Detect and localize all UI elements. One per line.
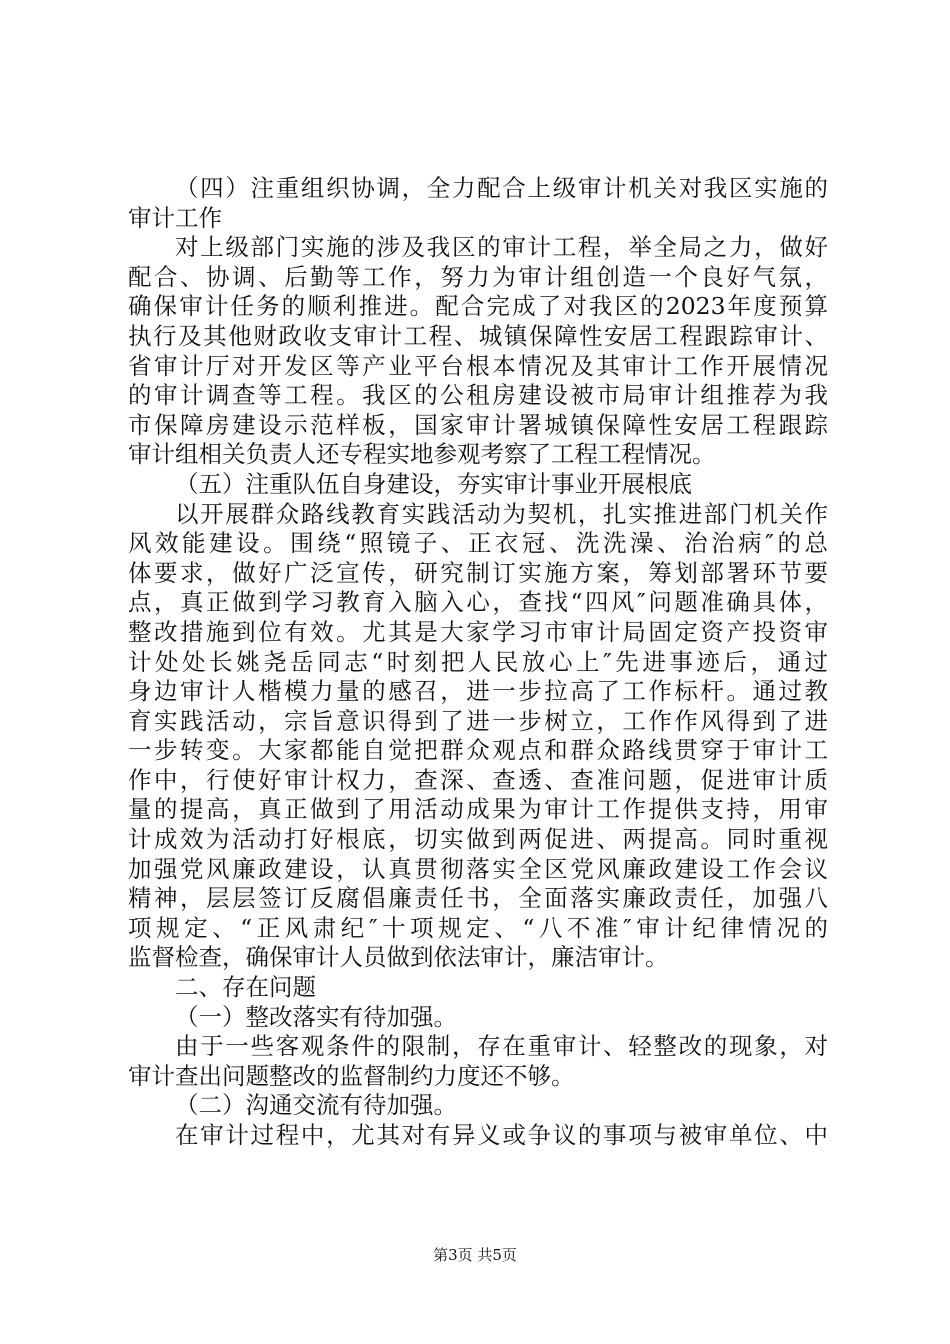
paragraph-line: 执行及其他财政收支审计工程、城镇保障性安居工程跟踪审计、 [128,321,828,350]
paragraph-line: 项规定、“正风肃纪″十项规定、“八不准″审计纪律情况的 [128,913,828,942]
paragraph-line: 加强党风廉政建设，认真贯彻落实全区党风廉政建设工作会议 [128,854,828,883]
paragraph-line: 的审计调查等工程。我区的公租房建设被市局审计组推荐为我 [128,381,828,410]
paragraph-line: 计成效为活动打好根底，切实做到两促进、两提高。同时重视 [128,825,828,854]
document-body [128,174,828,1151]
paragraph-line: 体要求，做好广泛宣传，研究制订实施方案，筹划部署环节要 [128,558,828,587]
paragraph-line: 对上级部门实施的涉及我区的审计工程，举全局之力，做好 [175,233,828,262]
paragraph-line: 作中，行使好审计权力，查深、查透、查准问题，促进审计质 [128,765,828,794]
page-footer: 第3页 共5页 [433,1246,517,1264]
paragraph-line: 精神，层层签订反腐倡廉责任书，全面落实廉政责任，加强八 [128,884,828,913]
paragraph-line: 计处处长姚尧岳同志“时刻把人民放心上″先进事迹后，通过 [128,647,828,676]
paragraph-line: 省审计厅对开发区等产业平台根本情况及其审计工作开展情况 [128,351,828,380]
heading-section-2: 二、存在问题 [175,973,316,1002]
paragraph-line: 一步转变。大家都能自觉把群众观点和群众路线贯穿于审计工 [128,736,828,765]
paragraph-line: 身边审计人楷模力量的感召，进一步拉高了工作标杆。通过教 [128,677,828,706]
subheading-issue-1: （一）整改落实有待加强。 [175,1002,457,1031]
paragraph-line: 整改措施到位有效。尤其是大家学习市审计局固定资产投资审 [128,617,828,646]
paragraph-line: 审计查出问题整改的监督制约力度还不够。 [128,1061,575,1090]
paragraph-line: 风效能建设。围绕“照镜子、正衣冠、洗洗澡、治治病″的总 [128,529,828,558]
paragraph-line: 由于一些客观条件的限制，存在重审计、轻整改的现象，对 [175,1032,828,1061]
paragraph-line: 配合、协调、后勤等工作，努力为审计组创造一个良好气氛， [128,262,828,291]
paragraph-line: 监督检查，确保审计人员做到依法审计，廉洁审计。 [128,943,669,972]
paragraph-line: 量的提高，真正做到了用活动成果为审计工作提供支持，用审 [128,795,828,824]
paragraph-line: 育实践活动，宗旨意识得到了进一步树立，工作作风得到了进 [128,706,828,735]
paragraph-line: 在审计过程中，尤其对有异义或争议的事项与被审单位、中 [175,1121,828,1149]
paragraph-line: 审计组相关负责人还专程实地参观考察了工程工程情况。 [128,440,716,469]
heading-section-5: （五）注重队伍自身建设，夯实审计事业开展根底 [175,469,692,498]
paragraph-line: 市保障房建设示范样板，国家审计署城镇保障性安居工程跟踪 [128,410,828,439]
paragraph-line: 点，真正做到学习教育入脑入心，查找“四风″问题准确具体， [128,588,828,617]
heading-section-4: （四）注重组织协调，全力配合上级审计机关对我区实施的 [175,174,828,202]
subheading-issue-2: （二）沟通交流有待加强。 [175,1091,457,1120]
paragraph-line: 确保审计任务的顺利推进。配合完成了对我区的2023年度预算 [128,292,828,321]
heading-section-4-cont: 审计工作 [128,203,222,232]
paragraph-line: 以开展群众路线教育实践活动为契机，扎实推进部门机关作 [175,499,828,528]
